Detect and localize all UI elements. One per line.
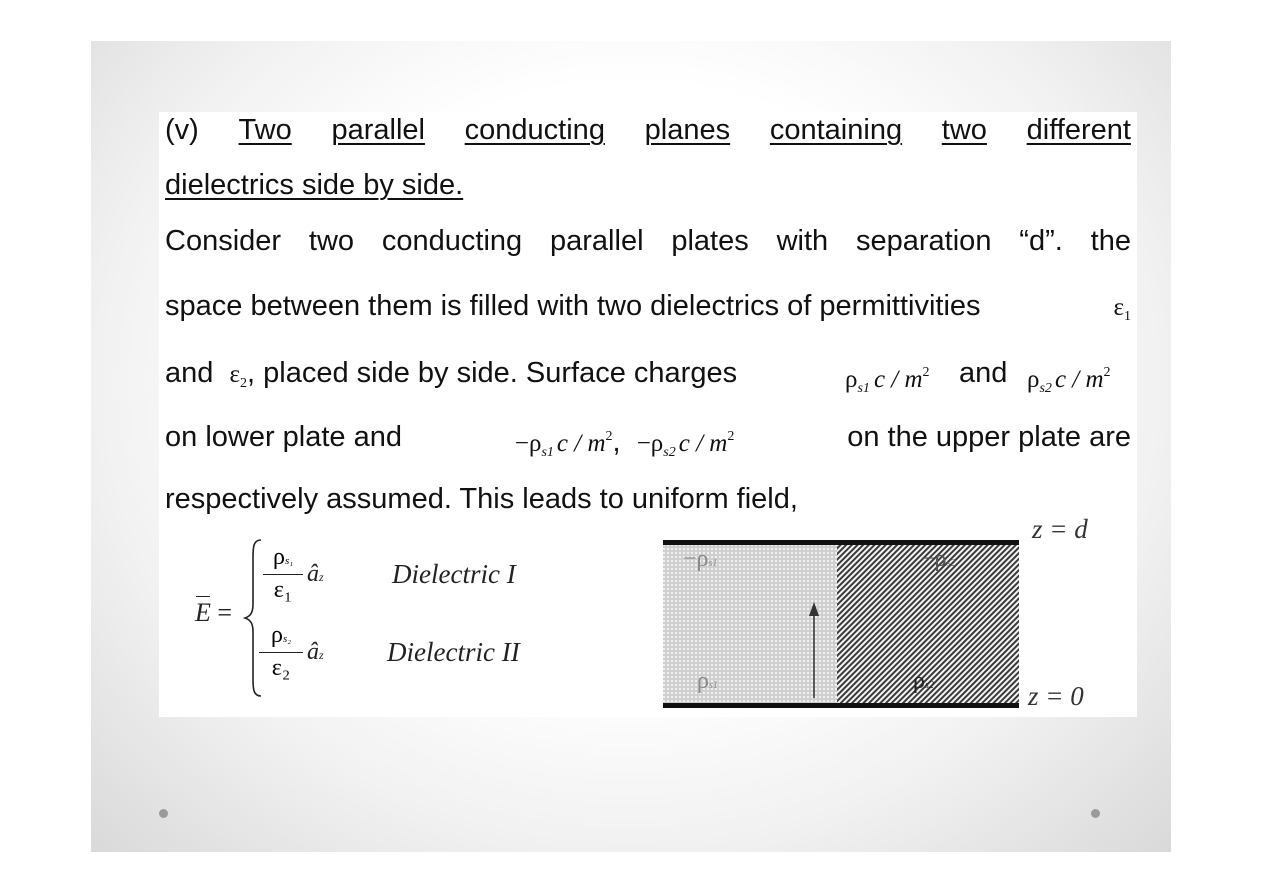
heading-word: planes: [644, 114, 731, 146]
z-equals-0-label: z = 0: [1028, 681, 1084, 711]
bottom-right-charge: ρs2: [913, 668, 934, 694]
heading-word: two: [941, 114, 987, 146]
word: conducting: [381, 225, 523, 257]
word: the: [1090, 225, 1131, 257]
paragraph-line-3: [165, 356, 1131, 401]
line-text: on the upper plate are: [847, 421, 1131, 453]
paragraph-line-1: [165, 224, 1131, 258]
epsilon-2-sub: 2: [240, 376, 248, 391]
epsilon-1: $\varepsilon_1$: [1113, 294, 1131, 324]
heading-word: conducting: [464, 114, 605, 146]
dielectric-1-label: Dielectric I: [392, 559, 516, 589]
bullet-dot-right: [1091, 809, 1100, 818]
word: plates: [671, 225, 749, 257]
neg-charges: $-\rho_{s1}$ c / $m^2$, $-\rho_{s2}$ c / $m^2$: [514, 426, 735, 460]
line-text: space between them is filled with two dielectrics of permittivities: [165, 290, 981, 322]
heading-word: different: [1026, 114, 1131, 146]
heading-continuation: dielectrics side by side.: [165, 169, 464, 201]
bottom-left-charge: ρs1: [697, 668, 718, 694]
charge-rho-s2: $\rho_{s2}$ c / $m^2$: [1027, 365, 1111, 396]
heading-line-2: [165, 168, 1131, 202]
lower-plate: [663, 703, 1019, 708]
unit-vector-2: âz: [307, 639, 324, 665]
top-right-charge: −ρs2: [921, 546, 956, 572]
word: and: [165, 357, 214, 389]
word: and: [959, 357, 1008, 389]
fraction-1: ρs₁ ε₁: [263, 544, 303, 605]
word: with: [776, 225, 829, 257]
heading-line-1: [165, 113, 1131, 147]
word: parallel: [550, 225, 644, 257]
line-text: on lower plate and: [165, 421, 402, 453]
slide-content: [159, 112, 1137, 717]
word: “d”.: [1019, 225, 1063, 257]
heading-number: (v): [165, 114, 199, 146]
top-left-charge: −ρs1: [683, 546, 718, 572]
heading-word: parallel: [331, 114, 425, 146]
paragraph-line-5: [165, 482, 1131, 516]
unit-vector-1: âz: [307, 561, 324, 587]
dielectric-2-label: Dielectric II: [387, 637, 520, 667]
word: Consider: [165, 225, 282, 257]
equation-lhs: E =: [195, 598, 233, 627]
fraction-2: ρs₂ ε₂: [259, 622, 303, 683]
paragraph-line-2: [165, 289, 1131, 334]
heading-word: containing: [769, 114, 903, 146]
charge-rho-s1: $\rho_{s1}$ c / $m^2$: [845, 365, 930, 396]
z-equals-d-label: z = d: [1032, 514, 1088, 544]
epsilon-2: ε: [229, 361, 241, 388]
word: separation: [856, 225, 992, 257]
line-text: , placed side by side. Surface charges: [247, 357, 738, 389]
word: two: [308, 225, 355, 257]
bullet-dot-left: [159, 809, 168, 818]
line-text: respectively assumed. This leads to uniform field,: [165, 483, 798, 515]
heading-word: Two: [238, 114, 292, 146]
upper-plate: [663, 540, 1019, 545]
paragraph-line-4: [165, 420, 1131, 470]
